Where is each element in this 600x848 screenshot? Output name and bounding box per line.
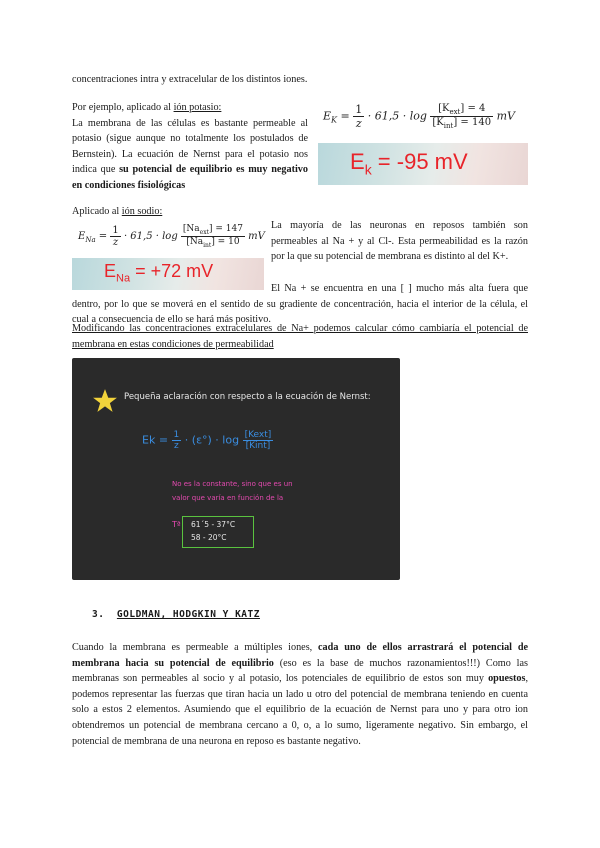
eq-mid: · 61,5 · log [367,109,427,123]
section-heading [92,609,260,620]
sodium-nernst-equation: $E_{Na}$ = $\frac{1}{z}$ · 61,5 · log $\frac{[Na_{ext}] = 147}{[Na_{int}] = 10}$ mV [78,224,265,249]
board-temp-1: 61´5 - 37°C [191,520,236,529]
eq-unit: mV [496,109,515,123]
star-icon [92,388,118,414]
eq-coef-den: z [112,236,119,248]
eq-coef-num: 1 [112,224,119,236]
eq-coef-num: 1 [355,103,363,116]
potassium-lead: Por ejemplo, aplicado al [72,102,174,113]
sodium-gradient-text: El Na + se encuentra en una [ ] mucho más alta fuera que dentro, por lo que se moverá en el sentido de su gradiente de concentración, hacia el interior de la célula, el cual a consecuencia de ello se hará más positivo. [72,283,528,326]
eq-coef-den: z [355,117,362,130]
sodium-side-text: La mayoría de las neuronas en reposos también son permeables al Na + y al Cl-. Esta permeabilidad es la razón por la que su potencial de membrana es distinto al del K+. [271,220,528,263]
board-temp-2: 58 - 20°C [191,533,227,542]
eq-ratio [430,103,493,130]
goldman-paragraph [72,640,528,749]
eq-coef [110,225,120,248]
eq-unit: mV [248,230,265,242]
board-note-line1: No es la constante, sino que es un [172,480,293,488]
board-title: Pequeña aclaración con respecto a la ecuación de Nernst: [124,392,371,402]
potassium-body: La membrana de las células es bastante permeable al potasio (sigue aunque no totalmente los postulados de Bernstein). La ecuación de Nernst para el potasio nos indica que [72,117,308,176]
potassium-result: $E_k = -95$ mV [350,149,468,178]
potassium-result-banner [318,143,528,185]
board-equation: Ek = $\frac{1}{z}$ · (ε°) · log $\frac{\text{[Kext]}}{\text{[Kint]}}$ [142,430,272,451]
board-temp-box [182,516,254,548]
goldman-text-2: (eso es la base de muchos razonamientos!!!) Como las membranas son permeables al socio y al potasio, los potenciales de equilibrio de estos son muy [72,657,528,685]
potassium-nernst-equation: $E_K$ = $\frac{1}{z}$ · 61,5 · log $\frac{[K_{ext}] = 4}{[K_{int}] = 140}$ mV [323,103,515,130]
goldman-bold-2: opuestos [488,673,526,685]
section-number: 3. [92,609,105,620]
board-note-line2: valor que varía en función de la [172,494,284,502]
potassium-body-bold: su potencial de equilibrio es muy negativo en condiciones fisiológicas [72,164,308,191]
intro-line: concentraciones intra y extracelular de los distintos iones. [72,74,308,85]
potassium-lead-underlined: ión potasio: [173,102,222,113]
board-temp-label: Tª [172,520,181,529]
sodium-underlined-paragraph [72,321,528,352]
eq-ratio-num: $[K_{ext}] = 4$ [430,103,493,117]
eq-lhs: E [323,109,332,123]
eq-ratio-den: $[Na_{int}] = 10$ [186,236,240,249]
section-title: GOLDMAN, HODGKIN Y KATZ [116,609,260,620]
sodium-lead [72,204,162,220]
eq-lhs: E [78,230,86,242]
sodium-side-paragraph [271,218,528,265]
eq-coef [353,103,364,130]
eq-lhs-sub: K [331,115,338,125]
eq-ratio-num: $[Na_{ext}] = 147$ [182,224,243,236]
potassium-paragraph [72,100,308,194]
eq-ratio [181,224,245,249]
chalkboard-note-image [72,358,400,580]
goldman-bold-1: cada uno de ellos arrastrará el potencial de membrana hacia su potencial de equilibrio [72,642,529,669]
eq-lhs-sub: Na [85,235,96,244]
eq-mid: · 61,5 · log [123,230,178,242]
sodium-result: $E_{Na} = +72$ mV [104,261,214,285]
sodium-lead-text: Aplicado al [72,206,122,217]
goldman-text-3: , podemos representar las fuerzas que tiran hacia un lado u otro del potencial de membrana teniendo en cuenta solo a estos 2 elementos. Asumiendo que el equilibrio de la ecuación de Nernst para uno y para otro ion obtendremos un potencial de membrana cercano a 0, o, a lo sumo, ligeramente negativo. Sin embargo, el potencial de membrana de una neurona en reposo es bastante negativo. [72,673,528,747]
sodium-lead-underlined: ión sodio: [121,206,163,217]
sodium-underlined-text: Modificando las concentraciones extracelulares de Na+ podemos calcular cómo cambiaría el potencial de membrana en estas condiciones de permeabilidad [72,323,528,350]
goldman-text-1: Cuando la membrana es permeable a múltiples iones, [72,642,319,653]
eq-ratio-den: $[K_{int}] = 140$ [432,117,492,130]
